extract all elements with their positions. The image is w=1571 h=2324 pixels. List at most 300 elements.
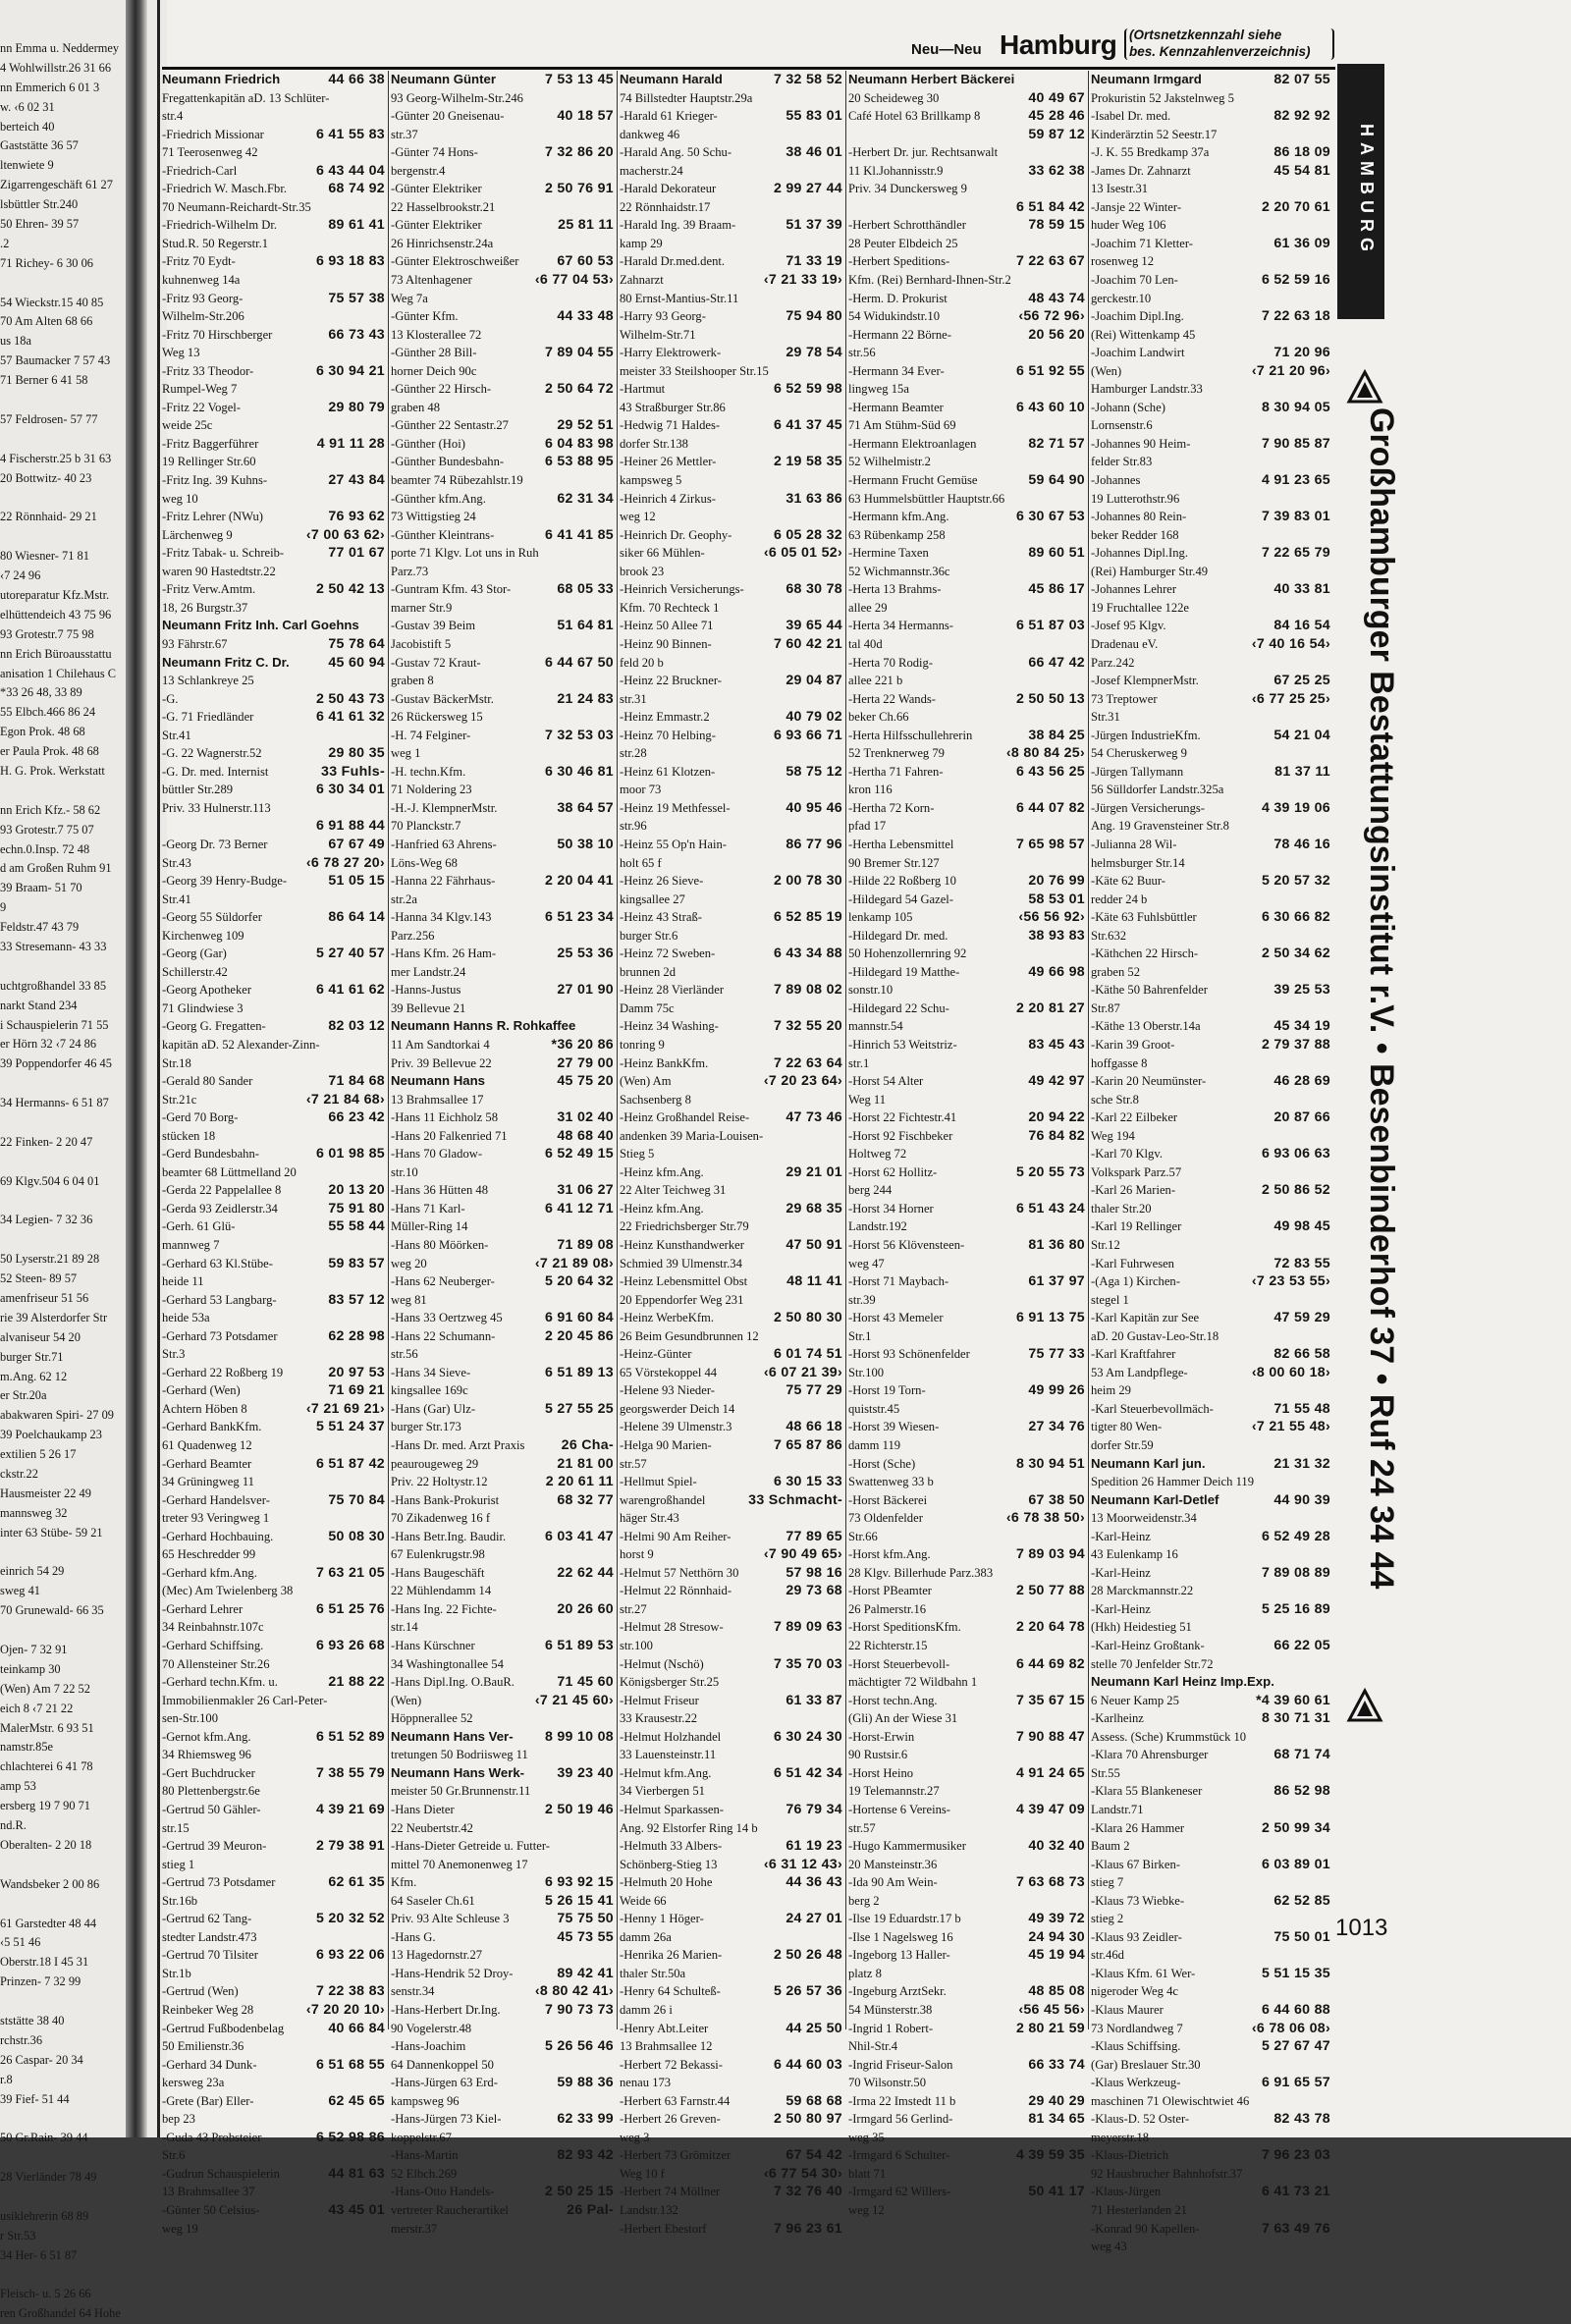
listing-text: -Horst Steuerbevoll- (848, 1656, 950, 1671)
phone-number (839, 1600, 842, 1619)
phone-number: 5 26 15 41 (544, 1892, 614, 1909)
previous-page-line: Zigarrengeschäft 61 27 (0, 178, 113, 192)
listing-text: -Johannes Dipl.Ing. (1091, 546, 1188, 561)
listing-line (162, 1491, 385, 1510)
listing-text: burger Str.6 (620, 928, 678, 943)
phone-number: 7 32 76 40 (773, 2184, 842, 2200)
listing-text: -Hedwig 71 Haldes- (620, 418, 721, 433)
phone-number (1327, 89, 1330, 108)
phone-number: ‹56 56 92› (1018, 909, 1085, 926)
phone-number (1327, 453, 1330, 471)
phone-number (381, 107, 385, 126)
phone-number (610, 1582, 614, 1600)
listing-text: -Herbert 74 Möllner (620, 2185, 721, 2199)
listing-text: 43 Eulenkamp 16 (1091, 1547, 1178, 1562)
listing-line (391, 599, 614, 618)
phone-number: 45 28 46 (1028, 108, 1085, 125)
listing-text: 20 Eppendorfer Weg 231 (620, 1292, 744, 1307)
phone-number (839, 1291, 842, 1310)
listing-line (391, 271, 614, 290)
listing-text: -Gerhard (Wen) (162, 1383, 241, 1398)
phone-number (1081, 1255, 1085, 1273)
listing-line (848, 1255, 1085, 1273)
listing-text: 73 Altenhagener (391, 273, 472, 288)
listing-line (848, 1200, 1085, 1218)
listing-text: Neumann Hans (391, 1073, 485, 1089)
listing-text: str.2a (391, 892, 417, 906)
listing-text: 70 Allensteiner Str.26 (162, 1656, 270, 1671)
phone-number: 71 89 08 (557, 1237, 614, 1253)
listing-line (848, 1965, 1085, 1983)
listing-text: Neumann Hans Ver- (391, 1728, 514, 1744)
previous-page-line: Wandsbeker 2 00 86 (0, 1876, 100, 1891)
previous-page-line: namstr.85e (0, 1740, 54, 1755)
phone-number (610, 1856, 614, 1874)
phone-number: 6 51 89 53 (544, 1638, 614, 1654)
listing-text: 28 Marckmannstr.22 (1091, 1584, 1194, 1598)
listing-line (162, 690, 385, 709)
phone-number: 33 Fuhls- (321, 763, 385, 780)
phone-number (381, 1892, 385, 1911)
listing-text: Baum 2 (1091, 1839, 1130, 1854)
listing-line (620, 89, 842, 108)
listing-text: 67 Eulenkrugstr.98 (391, 1547, 485, 1562)
phone-number: 20 97 53 (328, 1364, 385, 1380)
listing-text: -Gudrun Schauspielerin (162, 2166, 280, 2181)
listing-text: mittel 70 Anemonenweg 17 (391, 1857, 528, 1871)
listing-text: Weg 13 (162, 346, 200, 360)
phone-number: 7 39 83 01 (1261, 509, 1330, 525)
listing-line (620, 1473, 842, 1491)
listing-line (620, 216, 842, 235)
phone-number: 5 26 57 36 (773, 1983, 842, 2000)
listing-line (391, 727, 614, 745)
previous-page-line (0, 1192, 126, 1212)
section-tab-label: HAMBURG (1357, 124, 1377, 257)
previous-page-line (0, 1856, 126, 1875)
listing-line (620, 763, 842, 782)
listing-line (848, 1801, 1085, 1819)
listing-text: -Heiner 26 Mettler- (620, 455, 717, 469)
phone-number: 2 20 64 78 (1015, 1619, 1085, 1636)
listing-text: str.57 (848, 1820, 876, 1835)
listing-line (162, 2020, 385, 2038)
phone-number: 82 92 92 (1273, 108, 1330, 125)
phone-number: 5 26 56 46 (544, 2038, 614, 2055)
listing-line (1091, 1637, 1330, 1655)
listing-line (620, 1054, 842, 1073)
listing-line (162, 744, 385, 763)
listing-line (620, 1545, 842, 1564)
listing-text: meister 33 Steilshooper Str.15 (620, 363, 769, 378)
phone-number (1081, 143, 1085, 162)
phone-number (610, 563, 614, 581)
listing-text: str.56 (391, 1347, 418, 1362)
listing-line (1091, 2146, 1330, 2165)
listing-text: -Günther 22 Sentastr.27 (391, 418, 509, 433)
listing-text: -Helmi 90 Am Reiher- (620, 1529, 731, 1543)
previous-page-line: er Hörn 32 ‹7 24 86 (0, 1037, 97, 1052)
listing-line (848, 1709, 1085, 1728)
phone-number: 59 83 57 (328, 1255, 385, 1271)
phone-number: 6 52 59 16 (1261, 272, 1330, 289)
listing-text: -Horst 93 Schönenfelder (848, 1347, 970, 1362)
listing-text: mannweg 7 (162, 1238, 220, 1252)
previous-page-line: 61 Garstedter 48 44 (0, 1916, 97, 1930)
phone-number: 4 91 23 65 (1261, 472, 1330, 489)
listing-line (1091, 945, 1330, 963)
listing-line (848, 1692, 1085, 1710)
listing-text: -H. techn.Kfm. (391, 764, 466, 779)
phone-number: 2 20 81 27 (1015, 1000, 1085, 1016)
listing-text: -Hermann Frucht Gemüse (848, 473, 978, 488)
listing-text: -Günther 28 Bill- (391, 346, 477, 360)
listing-text: sen-Str.100 (162, 1711, 219, 1726)
listing-line (1091, 1217, 1330, 1236)
listing-text: Str.41 (162, 892, 191, 906)
header-rule (162, 67, 1335, 70)
listing-line (620, 2092, 842, 2111)
phone-number: 7 89 08 02 (773, 982, 842, 999)
listing-line (1091, 1709, 1330, 1728)
listing-heading (391, 1728, 614, 1747)
listing-text: -Horst 71 Maybach- (848, 1274, 949, 1289)
previous-page-line: ‹7 24 96 (0, 568, 41, 583)
listing-line (848, 1673, 1085, 1692)
phone-number (1081, 1819, 1085, 1838)
phone-number: ‹7 21 89 08› (534, 1255, 614, 1271)
phone-number: 6 43 44 04 (315, 162, 385, 179)
listing-text: stieg 1 (162, 1857, 195, 1871)
listing-text: -Gernot kfm.Ang. (162, 1729, 251, 1744)
listing-text: -Gerhard 53 Langbarg- (162, 1292, 277, 1307)
phone-number: 49 42 97 (1028, 1073, 1085, 1090)
phone-number (610, 290, 614, 308)
listing-text: Str.87 (1091, 1000, 1120, 1015)
listing-line (848, 1145, 1085, 1163)
phone-number (839, 2129, 842, 2147)
phone-number (839, 1181, 842, 1200)
phone-number (1327, 1582, 1330, 1600)
phone-number: 77 01 67 (328, 545, 385, 562)
listing-text: (Gli) An der Wiese 31 (848, 1711, 958, 1726)
phone-number (610, 544, 614, 563)
phone-number (381, 1000, 385, 1018)
listing-line (848, 1892, 1085, 1911)
phone-number: 71 20 96 (1273, 345, 1330, 361)
listing-line (1091, 290, 1330, 308)
phone-number (839, 235, 842, 253)
listing-line (162, 435, 385, 454)
listing-text: weg 35 (848, 2130, 885, 2144)
phone-number (610, 2220, 614, 2239)
phone-number: 25 53 36 (557, 946, 614, 962)
phone-number: 75 94 80 (786, 308, 842, 325)
previous-page-line: ckstr.22 (0, 1467, 38, 1482)
listing-line (1091, 1272, 1330, 1291)
listing-line (848, 1127, 1085, 1146)
listing-line (391, 216, 614, 235)
listing-heading (848, 71, 1085, 89)
listing-text: peaurougeweg 29 (391, 1456, 479, 1471)
phone-number: 2 50 50 13 (1015, 690, 1085, 707)
previous-page-line: d am Großen Ruhm 91 (0, 861, 112, 876)
listing-text: -Karl-Heinz Großtank- (1091, 1639, 1205, 1653)
listing-line (848, 126, 1085, 144)
listing-line (848, 1017, 1085, 1036)
listing-text: str.100 (620, 1639, 653, 1653)
phone-number (1327, 526, 1330, 545)
listing-line (1091, 344, 1330, 362)
listing-line (1091, 2056, 1330, 2075)
phone-number (1327, 1910, 1330, 1928)
listing-text: -Heinz 50 Allee 71 (620, 619, 714, 633)
phone-number (610, 126, 614, 144)
listing-line (620, 1236, 842, 1255)
phone-number: 6 44 60 88 (1261, 2001, 1330, 2018)
previous-page-line (0, 2148, 126, 2168)
listing-text: weg 1 (391, 746, 421, 761)
listing-text: Stud.R. 50 Regerstr.1 (162, 236, 269, 250)
phone-number (1327, 1436, 1330, 1455)
listing-text: -Herbert Ebestorf (620, 2221, 707, 2236)
phone-number (381, 490, 385, 509)
previous-page-line: 34 Her- 6 51 87 (0, 2247, 78, 2262)
phone-number: 45 86 17 (1028, 581, 1085, 598)
phone-number (839, 781, 842, 799)
phone-number: 27 34 76 (1028, 1419, 1085, 1435)
listing-line (620, 1873, 842, 1892)
listing-text: -Joachim 70 Len- (1091, 273, 1178, 288)
listing-line (1091, 490, 1330, 509)
listing-line (620, 1108, 842, 1127)
phone-number (1327, 927, 1330, 946)
phone-number: 6 91 88 44 (315, 818, 385, 835)
phone-number: 81 36 80 (1028, 1237, 1085, 1253)
phone-number: 6 44 67 50 (544, 654, 614, 671)
phone-number (1081, 453, 1085, 471)
phone-number: 5 25 16 89 (1261, 1600, 1330, 1617)
phone-number: 89 60 51 (1028, 545, 1085, 562)
phone-number (381, 617, 385, 635)
listing-line (848, 1036, 1085, 1054)
phone-number: *36 20 86 (551, 1036, 614, 1053)
phone-number (610, 508, 614, 526)
listing-line (620, 1728, 842, 1747)
previous-page-line (0, 1992, 126, 2012)
listing-text: Kinderärztin 52 Seestr.17 (1091, 127, 1218, 141)
phone-number: 4 39 21 69 (315, 1801, 385, 1817)
listing-text: -Julianna 28 Wil- (1091, 837, 1177, 851)
phone-number: 82 43 78 (1273, 2111, 1330, 2128)
listing-line (391, 162, 614, 181)
previous-page-line: 9 (0, 900, 7, 915)
listing-text: -Günter 20 Gneisenau- (391, 109, 505, 124)
listing-text: -H.-J. KlempnerMstr. (391, 800, 498, 815)
listing-line (162, 162, 385, 181)
listing-line (620, 1746, 842, 1764)
listing-text: -Horst kfm.Ang. (848, 1547, 931, 1562)
phone-number: 67 38 50 (1028, 1491, 1085, 1508)
listing-line (848, 1545, 1085, 1564)
listing-text: -Gerda 22 Pappelallee 8 (162, 1183, 282, 1198)
listing-line (848, 635, 1085, 654)
listing-text: kingsallee 27 (620, 892, 685, 906)
listing-line (620, 799, 842, 818)
phone-number (839, 1782, 842, 1801)
phone-number (1081, 1291, 1085, 1310)
phone-number (839, 599, 842, 618)
phone-number: 51 64 81 (557, 618, 614, 634)
phone-number: 40 49 67 (1028, 89, 1085, 106)
listing-line (620, 1017, 842, 1036)
phone-number (1327, 563, 1330, 581)
phone-number: 59 68 68 (786, 2092, 842, 2109)
listing-text: -Hans Kfm. 26 Ham- (391, 946, 497, 961)
phone-number: 89 61 41 (328, 217, 385, 234)
listing-text: stieg 7 (1091, 1875, 1124, 1890)
phone-number (1081, 1856, 1085, 1874)
listing-line (620, 1309, 842, 1327)
listing-text: 13 Brahmsallee 17 (391, 1092, 484, 1107)
listing-text: 64 Saseler Ch.61 (391, 1893, 475, 1908)
listing-line (1091, 1910, 1330, 1928)
listing-text: senstr.34 (391, 1984, 435, 1999)
phone-number: ‹8 80 42 41› (534, 1983, 614, 2000)
listing-heading (1091, 71, 1330, 89)
listing-line (1091, 1200, 1330, 1218)
listing-text: -Herta 70 Rodig- (848, 655, 934, 670)
phone-number: 75 91 80 (328, 1200, 385, 1216)
listing-text: allee 29 (848, 600, 888, 615)
listing-text: -Horst 92 Fischbeker (848, 1128, 953, 1143)
listing-line (162, 2001, 385, 2020)
listing-line (391, 1455, 614, 1474)
listing-text: 52 Trenknerweg 79 (848, 746, 945, 761)
listing-text: -Hans 20 Falkenried 71 (391, 1128, 508, 1143)
phone-number: 49 99 26 (1028, 1382, 1085, 1399)
listing-line (1091, 1965, 1330, 1983)
listing-line (162, 1236, 385, 1255)
listing-text: -Karl Fuhrwesen (1091, 1256, 1174, 1270)
listing-text: berg 2 (848, 1893, 880, 1908)
listing-line (162, 1400, 385, 1419)
listing-line (620, 453, 842, 471)
listing-line (162, 1054, 385, 1073)
listing-line (848, 1381, 1085, 1400)
listing-line (162, 1856, 385, 1874)
listing-text: Str.55 (1091, 1765, 1120, 1780)
phone-number (381, 2220, 385, 2239)
phone-number (839, 1709, 842, 1728)
listing-line (391, 362, 614, 381)
listing-line (391, 1163, 614, 1182)
listing-line (391, 1982, 614, 2001)
listing-text: -Hans (Gar) Ulz- (391, 1401, 476, 1416)
listing-line (848, 216, 1085, 235)
listing-text (162, 817, 312, 836)
phone-number (1081, 380, 1085, 399)
listing-line (848, 380, 1085, 399)
phone-number (381, 799, 385, 818)
phone-number (381, 1928, 385, 1947)
listing-text: -Johannes (1091, 473, 1141, 488)
phone-number: 7 22 38 83 (315, 1983, 385, 2000)
listing-line (391, 1509, 614, 1528)
listing-line (620, 1272, 842, 1291)
phone-number (839, 435, 842, 454)
listing-text: -Fritz Verw.Amtm. (162, 582, 256, 597)
listing-line (620, 180, 842, 198)
listing-text: -Hans-Jürgen 63 Erd- (391, 2076, 498, 2090)
listing-line (848, 399, 1085, 417)
listing-line (848, 1655, 1085, 1674)
listing-text: 22 Neubertstr.42 (391, 1820, 473, 1835)
listing-line (848, 672, 1085, 690)
listing-line (848, 1163, 1085, 1182)
phone-number: 39 23 40 (557, 1764, 614, 1781)
previous-page-line: 34 Legien- 7 32 36 (0, 1213, 93, 1227)
listing-text: -Herta 34 Hermanns- (848, 619, 954, 633)
listing-text: weg 3 (620, 2130, 650, 2144)
phone-number: 6 51 84 42 (1015, 198, 1085, 215)
phone-number (1327, 1127, 1330, 1146)
listing-line (1091, 1655, 1330, 1674)
phone-number (610, 927, 614, 946)
listing-text: -James Dr. Zahnarzt (1091, 163, 1191, 178)
listing-text: beker Ch.66 (848, 710, 909, 725)
listing-text: -Joachim Landwirt (1091, 346, 1185, 360)
listing-heading (162, 654, 385, 673)
listing-line (1091, 1017, 1330, 1036)
previous-page-line: 26 Caspar- 20 34 (0, 2052, 83, 2067)
phone-number (381, 1309, 385, 1327)
listing-line (162, 2056, 385, 2075)
phone-number (381, 2074, 385, 2092)
listing-line (391, 290, 614, 308)
listing-line (391, 1345, 614, 1364)
phone-number (1081, 180, 1085, 198)
phone-number (610, 1418, 614, 1436)
listing-line (391, 2129, 614, 2147)
listing-line (848, 1272, 1085, 1291)
listing-text: -Hans Dr. med. Arzt Praxis (391, 1438, 525, 1453)
listing-line (391, 2183, 614, 2201)
listing-line (162, 2037, 385, 2056)
listing-line (162, 599, 385, 618)
listing-text: -Helene 39 Ulmenstr.3 (620, 1420, 732, 1434)
listing-line (162, 1600, 385, 1619)
listing-line (391, 1801, 614, 1819)
previous-page-line: 50 Gr.Rain- 39 44 (0, 2131, 88, 2145)
listing-text: Str.1b (162, 1966, 191, 1980)
listing-line (391, 1145, 614, 1163)
phone-number (381, 672, 385, 690)
listing-line (848, 2001, 1085, 2020)
listing-line (620, 380, 842, 399)
listing-text: helmsburger Str.14 (1091, 855, 1185, 870)
listing-text: -Hilde 22 Roßberg 10 (848, 874, 956, 889)
listing-line (391, 2001, 614, 2020)
listing-line (848, 1618, 1085, 1637)
listing-line (620, 2020, 842, 2038)
phone-number (1327, 216, 1330, 235)
listing-text: Weg 7a (391, 291, 428, 305)
phone-number: 6 51 43 24 (1015, 1200, 1085, 1216)
phone-number (381, 1655, 385, 1674)
listing-text: Immobilienmakler 26 Carl-Peter- (162, 1693, 328, 1707)
phone-number: 48 43 74 (1028, 290, 1085, 306)
